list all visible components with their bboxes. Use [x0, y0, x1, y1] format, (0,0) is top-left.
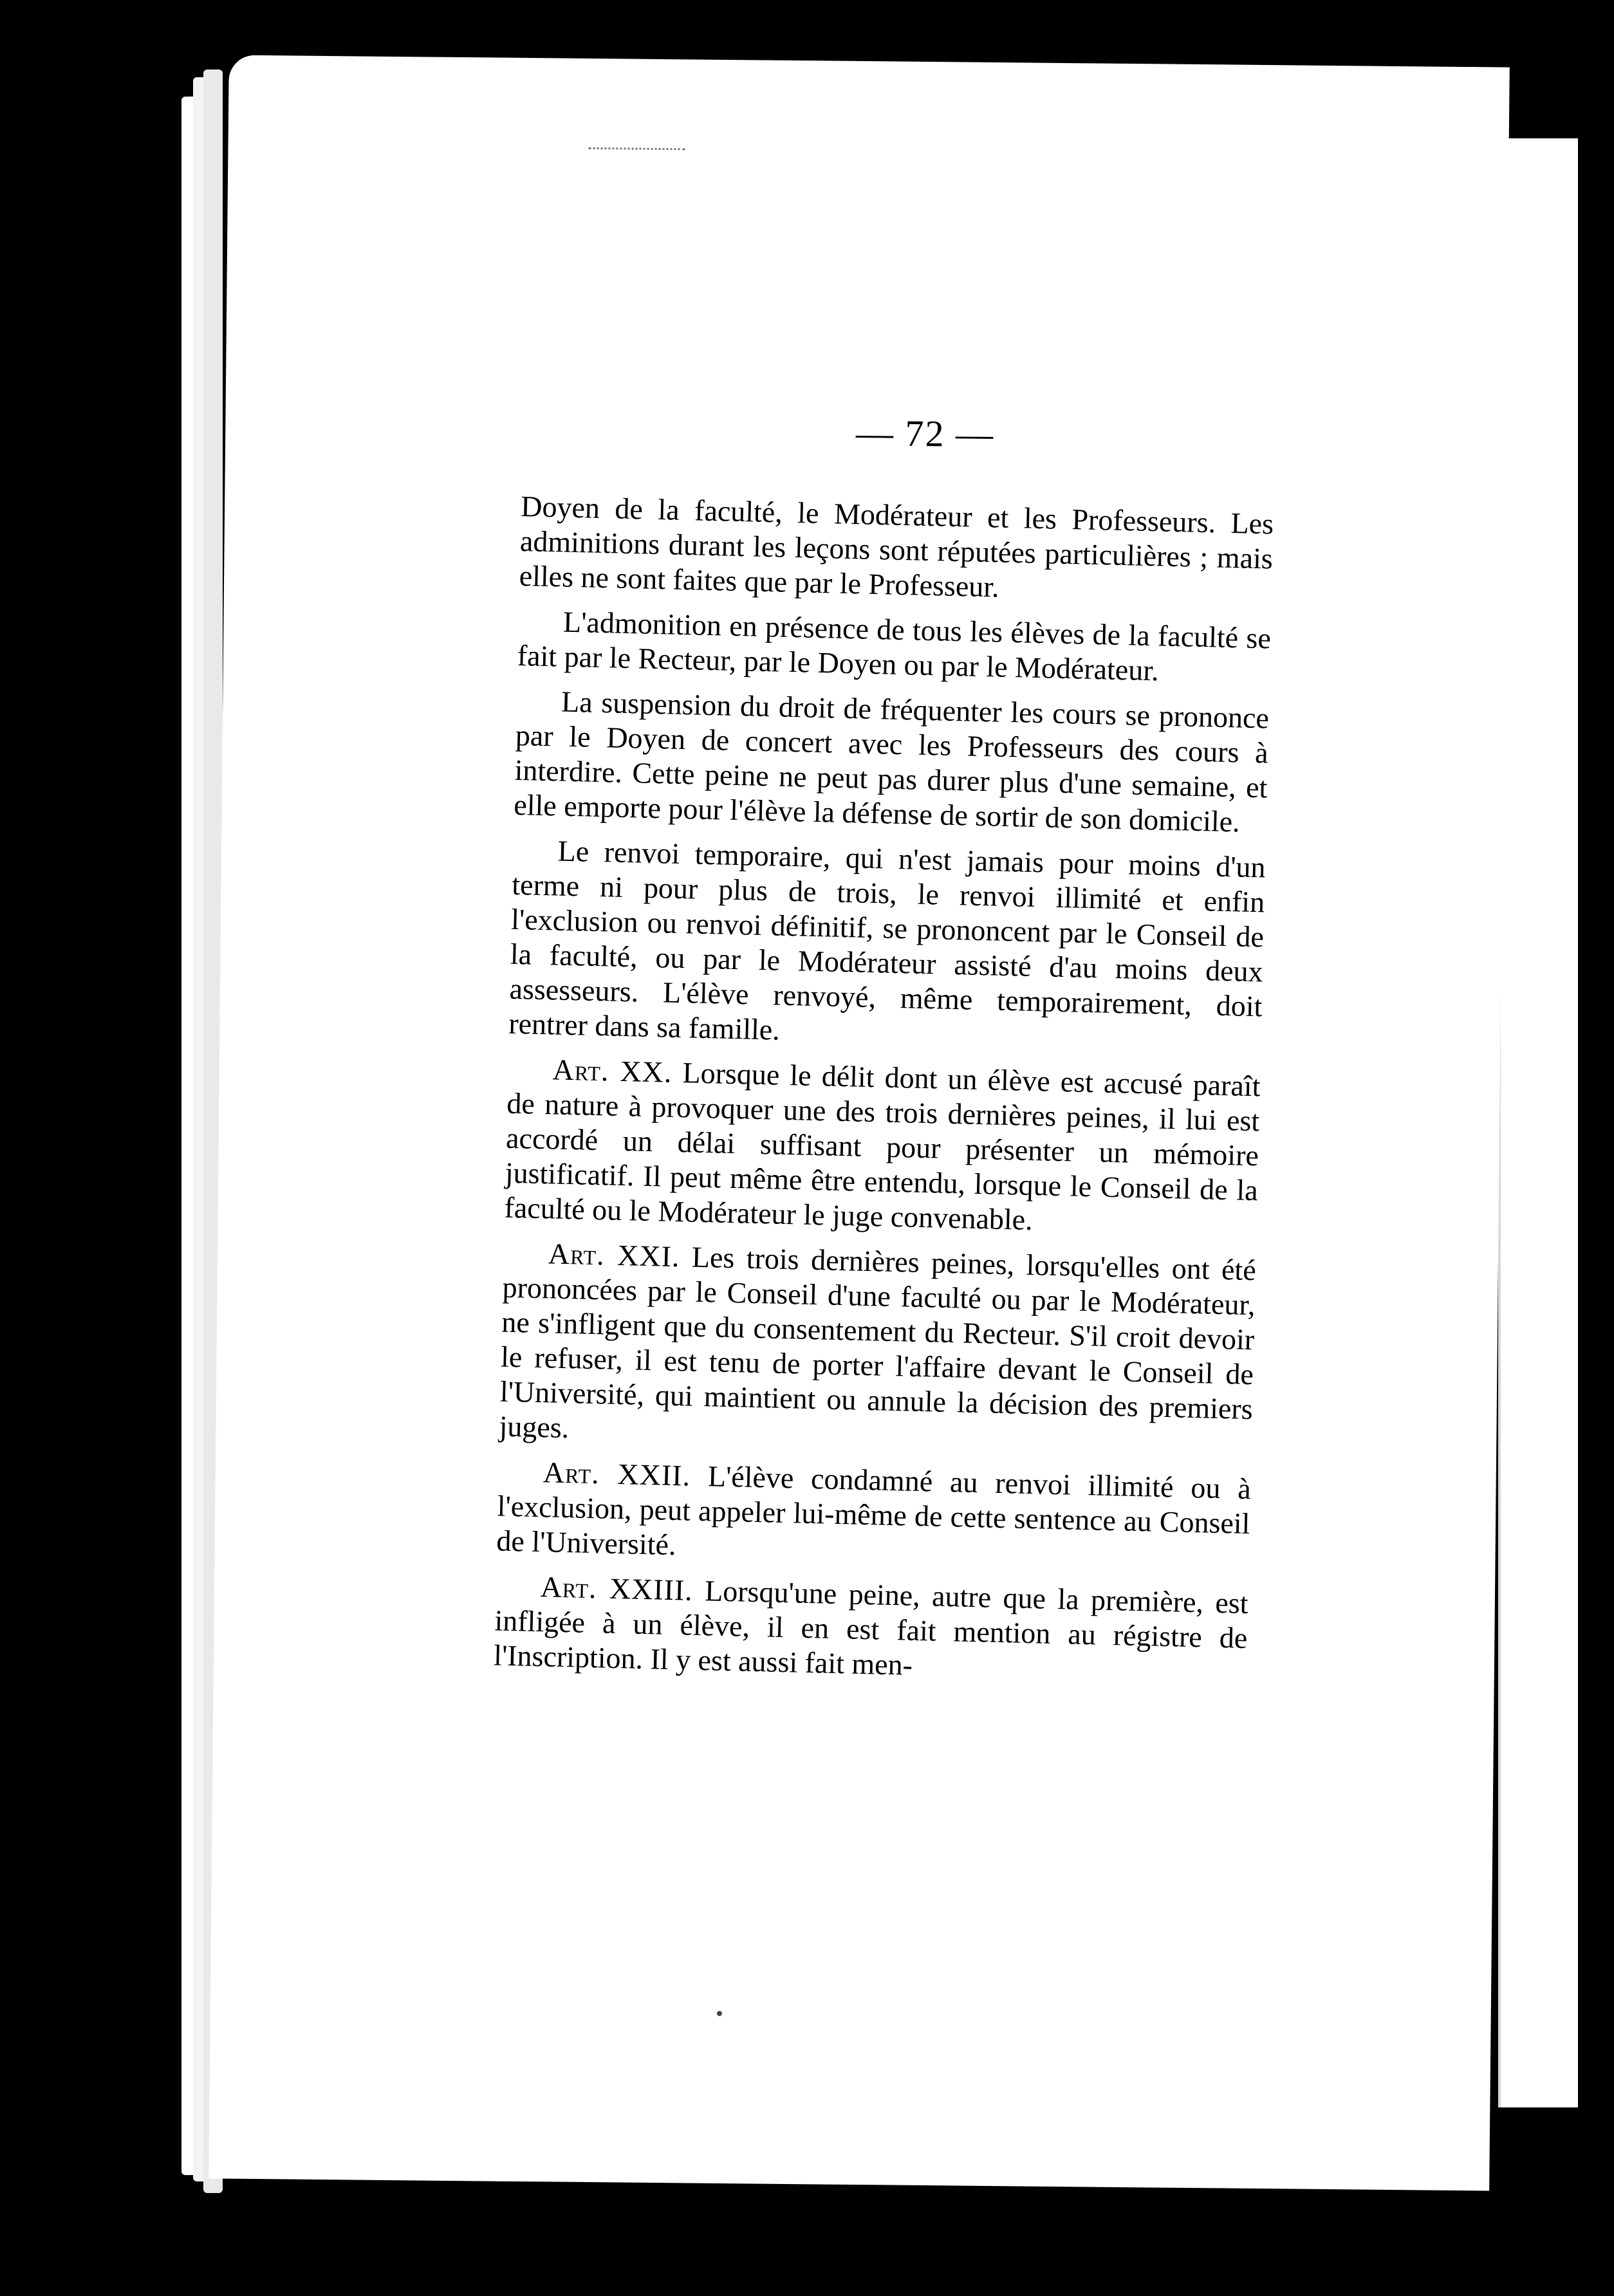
- next-page-strip: [1498, 138, 1578, 2107]
- article-text: Les trois dernières peines, lorsqu'elles ont été prononcées par le Conseil d'une faculté ou par le Modérateur, ne s'infligent que du consentement du Recteur. S'il croit devoir le refuser, il est tenu de porter l'affaire devant le Conseil de l'Université, qui maintient ou annule la décision des premiers juges.: [499, 1240, 1257, 1445]
- paragraph-text: L'admonition en présence de tous les élèves de la faculté se fait par le Recteur, par le Doyen ou par le Modérateur.: [517, 605, 1272, 687]
- article-xx: [504, 1051, 1261, 1243]
- article-text: Lorsque le délit dont un élève est accusé paraît de nature à provoquer une des trois dernières peines, il lui est accordé un délai suffisant pour présenter un mémoire justificatif. Il peut même être entendu, lorsque le Conseil de la faculté ou le Modérateur le juge convenable.: [504, 1056, 1261, 1237]
- pencil-mark: [589, 137, 685, 150]
- article-xxii: [496, 1454, 1251, 1577]
- article-xxiii: [494, 1569, 1248, 1691]
- page-number: — 72 —: [855, 412, 995, 456]
- paragraph-suspension: [514, 683, 1270, 840]
- paragraph-renvoi: [508, 833, 1266, 1059]
- article-text: Lorsqu'une peine, autre que la première, est infligée à un élève, il en est fait mention au régistre de l'Inscription. Il y est aussi fait men-: [493, 1574, 1249, 1681]
- paragraph-text: Doyen de la faculté, le Modérateur et les Professeurs. Les adminitions durant les leçons sont réputées particulières ; mais elles ne sont faites que par le Professeur.: [519, 489, 1274, 604]
- ink-speck: [717, 2011, 722, 2016]
- article-label: Art. XXII.: [543, 1456, 691, 1492]
- paragraph-continuation: [519, 489, 1274, 611]
- article-label: Art. XX.: [552, 1053, 673, 1089]
- paragraph-text: Le renvoi temporaire, qui n'est jamais pour moins d'un terme ni pour plus de trois, le renvoi illimité et enfin l'exclusion ou renvoi définitif, se prononcent par le Conseil de la faculté, ou par le Modérateur assisté d'au moins deux assesseurs. L'élève renvoyé, même temporairement, doit rentrer dans sa famille.: [508, 834, 1266, 1046]
- article-text: L'élève condamné au renvoi illimité ou à l'exclusion, peut appeler lui-même de cette sentence au Conseil de l'Université.: [496, 1459, 1252, 1562]
- article-label: Art. XXIII.: [540, 1570, 694, 1607]
- article-xxi: [499, 1236, 1256, 1461]
- paragraph-admonition: [517, 604, 1271, 691]
- article-label: Art. XXI.: [548, 1237, 681, 1273]
- page-body: [493, 489, 1274, 1701]
- paragraph-text: La suspension du droit de fréquenter les cours se prononce par le Doyen de concert avec les Professeurs des cours à interdire. Cette peine ne peut pas durer plus d'une semaine, et elle emporte pour l'élève la défense de sortir de son domicile.: [513, 685, 1270, 838]
